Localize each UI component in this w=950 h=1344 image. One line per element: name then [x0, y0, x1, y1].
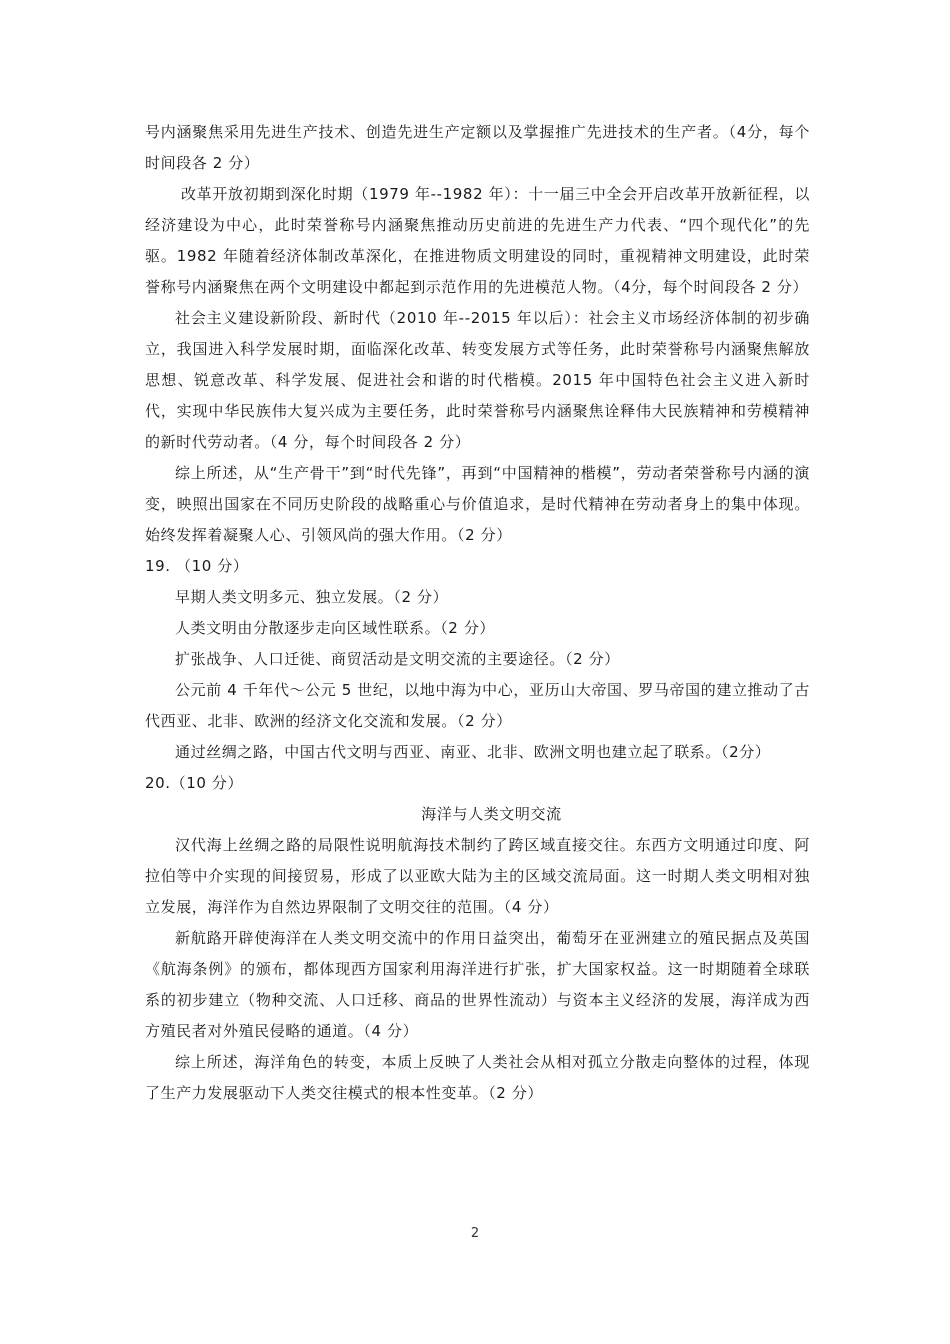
question-20-label: 20.（10 分）	[145, 774, 244, 792]
page-number: 2	[470, 1226, 480, 1241]
answer-19-point-1: 早期人类文明多元、独立发展。（2 分）	[175, 588, 449, 606]
question-19-label: 19. （10 分）	[145, 557, 249, 575]
answer-19-point-4: 公元前 4 千年代～公元 5 世纪，以地中海为中心，亚历山大帝国、罗马帝国的建立推动了古代西亚、北非、欧洲的经济文化交流和发展。（2 分）	[145, 681, 810, 730]
answer-19-point-3: 扩张战争、人口迁徙、商贸活动是文明交流的主要途径。（2 分）	[175, 650, 620, 668]
answer-19-point-5: 通过丝绸之路，中国古代文明与西亚、南亚、北非、欧洲文明也建立起了联系。（2分）	[175, 743, 771, 761]
answer-20-summary: 综上所述，海洋角色的转变，本质上反映了人类社会从相对孤立分散走向整体的过程，体现了生产力发展驱动下人类交往模式的根本性变革。（2 分）	[145, 1053, 810, 1102]
essay-title: 海洋与人类文明交流	[421, 805, 562, 823]
answer-19-point-2: 人类文明由分散逐步走向区域性联系。（2 分）	[175, 619, 496, 637]
answer-20-paragraph-1: 汉代海上丝绸之路的局限性说明航海技术制约了跨区域直接交往。东西方文明通过印度、阿拉伯等中介实现的间接贸易，形成了以亚欧大陆为主的区域交流局面。这一时期人类文明相对独立发展，海洋作为自然边界限制了文明交往的范围。（4 分）	[145, 836, 810, 916]
body-text	[145, 117, 810, 1109]
paragraph-new-era: 社会主义建设新阶段、新时代（2010 年--2015 年以后）：社会主义市场经济体制的初步确立，我国进入科学发展时期，面临深化改革、转变发展方式等任务，此时荣誉称号内涵聚焦解放思想、锐意改革、科学发展、促进社会和谐的时代楷模。2015 年中国特色社会主义进入新时代，实现中华民族伟大复兴成为主要任务，此时荣誉称号内涵聚焦诠释伟大民族精神和劳模精神的新时代劳动者。（4 分，每个时间段各 2 分）	[145, 309, 810, 451]
answer-20-paragraph-2: 新航路开辟使海洋在人类文明交流中的作用日益突出，葡萄牙在亚洲建立的殖民据点及英国《航海条例》的颁布，都体现西方国家利用海洋进行扩张，扩大国家权益。这一时期随着全球联系的初步建立（物种交流、人口迁移、商品的世界性流动）与资本主义经济的发展，海洋成为西方殖民者对外殖民侵略的通道。（4 分）	[145, 929, 810, 1040]
paragraph-reform-period: 改革开放初期到深化时期（1979 年--1982 年）：十一届三中全会开启改革开放新征程，以经济建设为中心，此时荣誉称号内涵聚焦推动历史前进的先进生产力代表、“四个现代化”的先驱。1982 年随着经济体制改革深化，在推进物质文明建设的同时，重视精神文明建设，此时荣誉称号内涵聚焦在两个文明建设中都起到示范作用的先进模范人物。（4分，每个时间段各 2 分）	[145, 185, 810, 296]
paragraph-summary-18: 综上所述，从“生产骨干”到“时代先锋”，再到“中国精神的楷模”，劳动者荣誉称号内涵的演变，映照出国家在不同历史阶段的战略重心与价值追求，是时代精神在劳动者身上的集中体现。始终发挥着凝聚人心、引领风尚的强大作用。（2 分）	[145, 464, 810, 544]
paragraph-continuation: 号内涵聚焦采用先进生产技术、创造先进生产定额以及掌握推广先进技术的生产者。（4分，每个时间段各 2 分）	[145, 123, 810, 172]
